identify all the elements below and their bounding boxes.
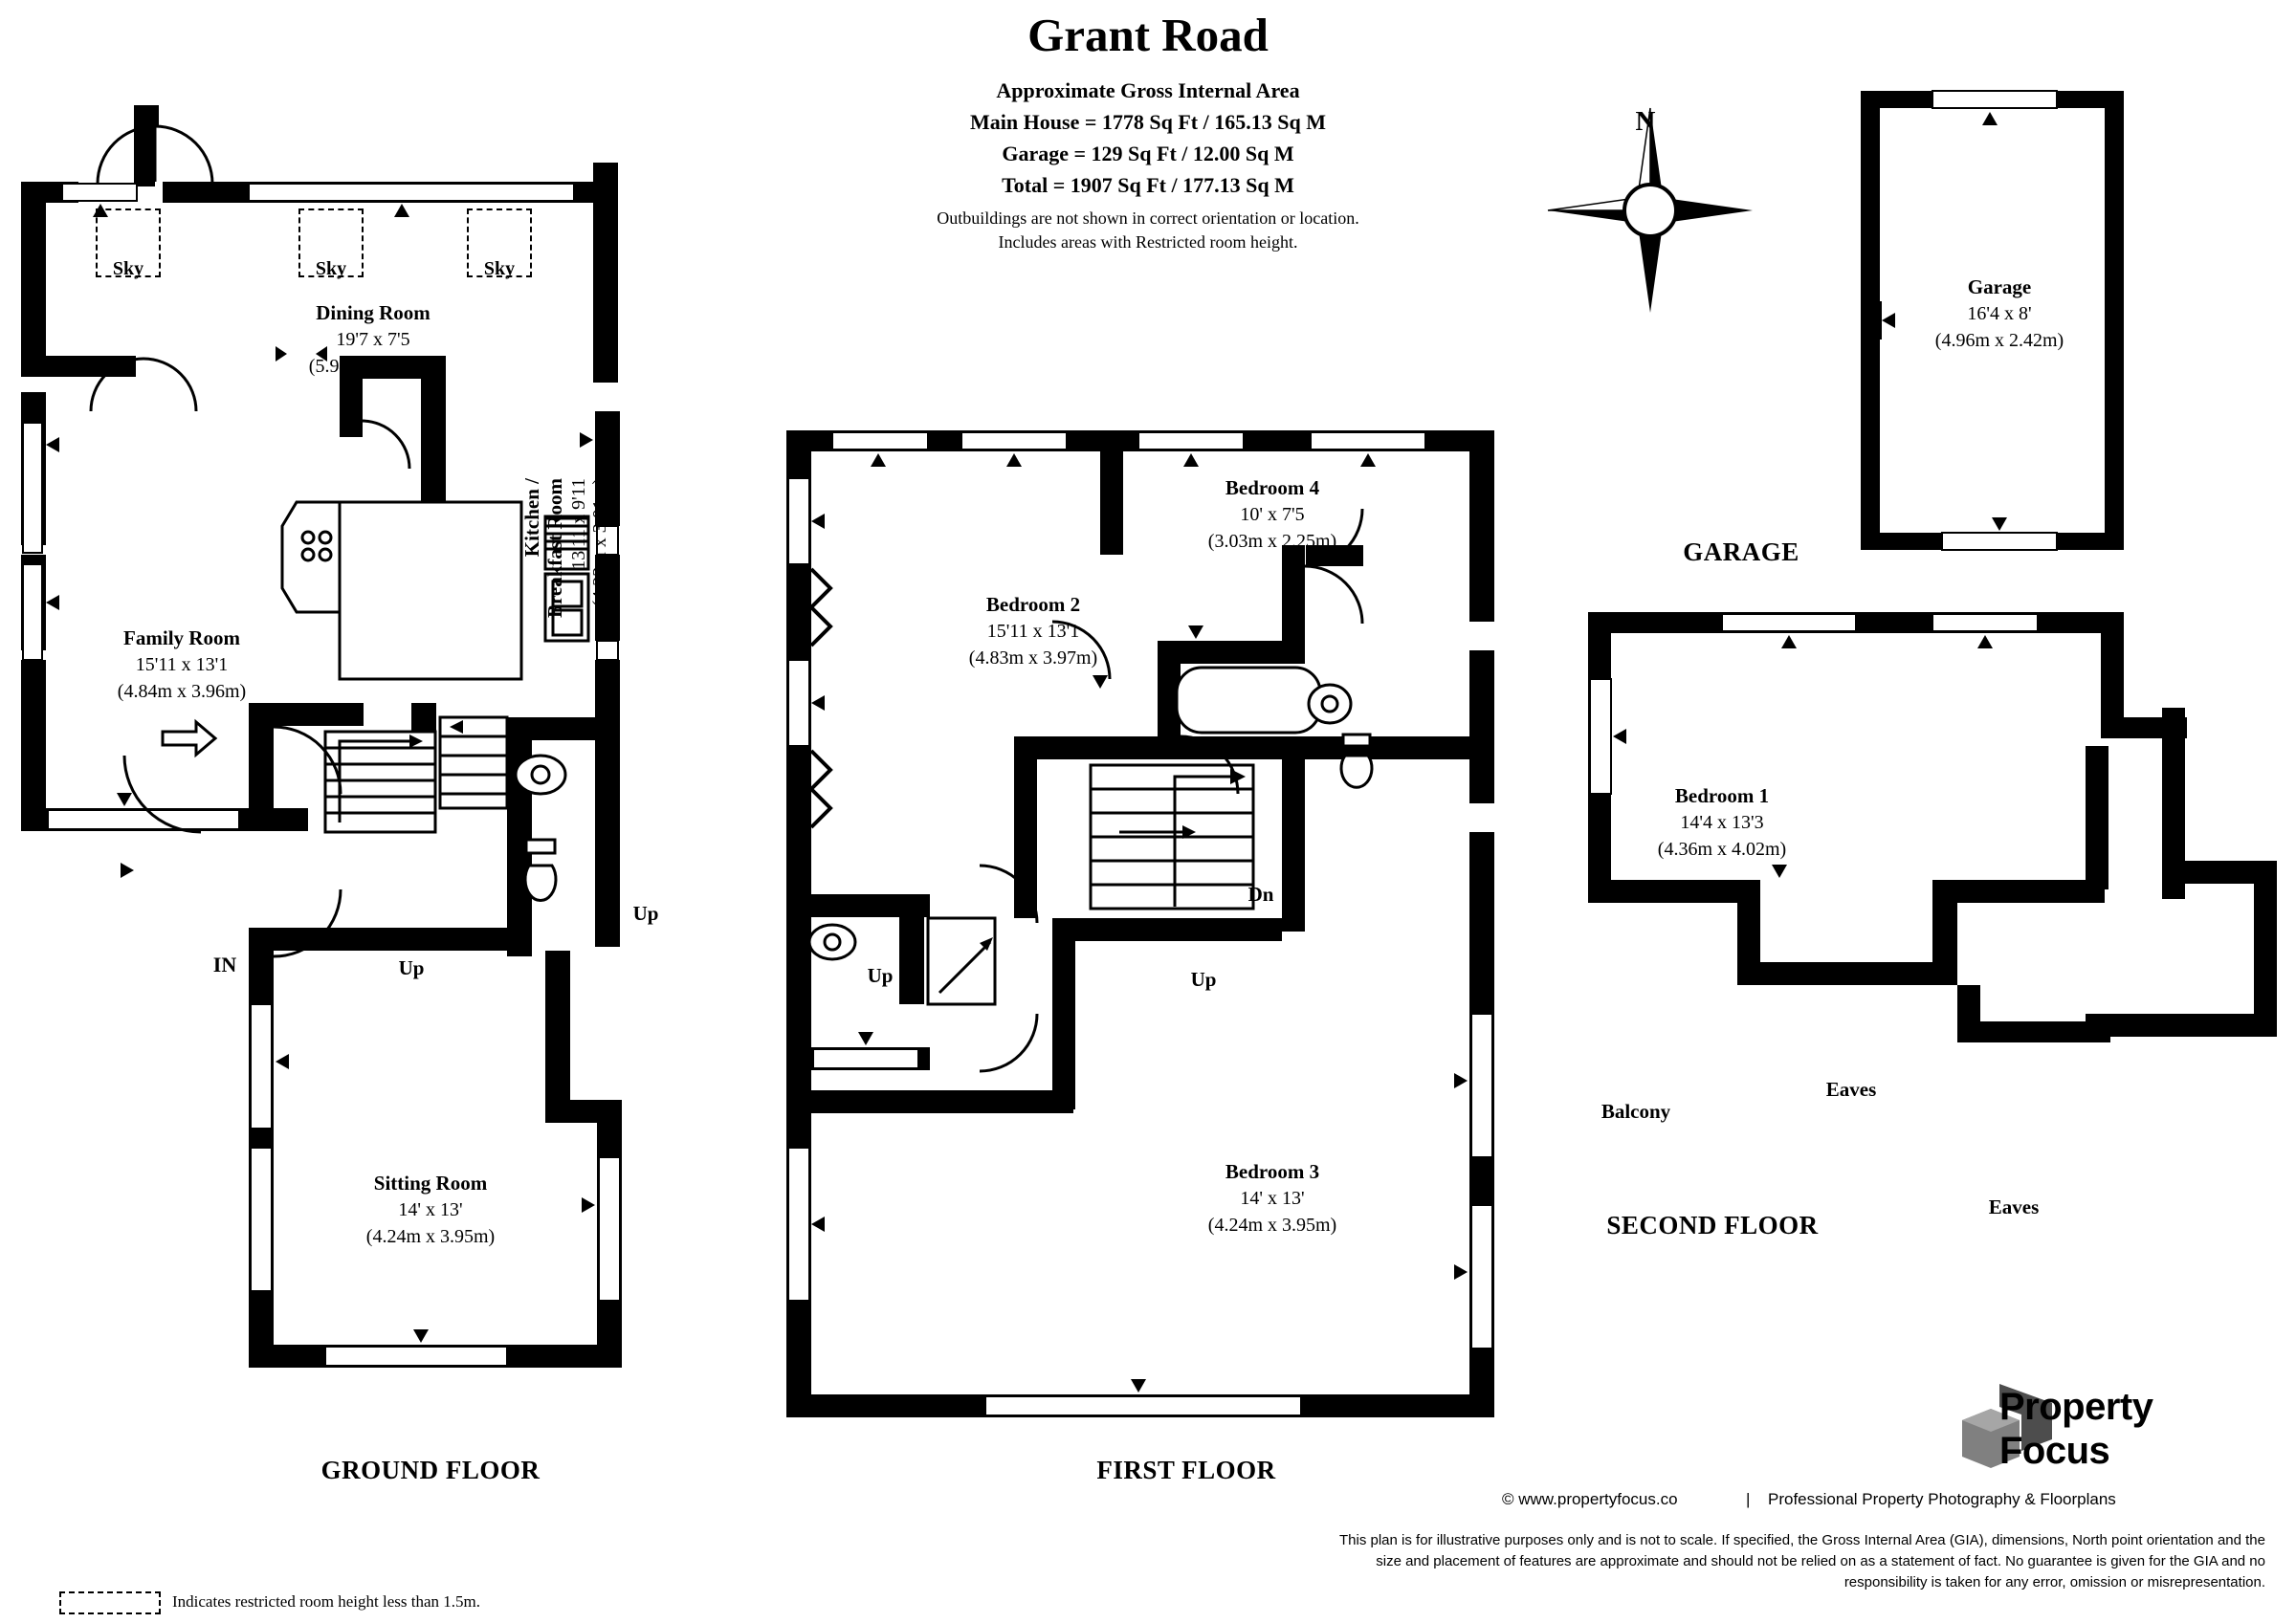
first-up-label-2: Up (1190, 968, 1217, 991)
outbuildings-note: Outbuildings are not shown in correct orientation or location. (937, 208, 1359, 228)
garage-floor-title: GARAGE (1683, 537, 1799, 566)
page-title: Grant Road (1027, 9, 1269, 61)
bedroom1-metric: (4.36m x 4.02m) (1657, 839, 1787, 860)
garage-metric: (4.96m x 2.42m) (1934, 330, 2064, 351)
bedroom4-label: Bedroom 4 (1225, 476, 1320, 499)
area-garage: Garage = 129 Sq Ft / 12.00 Sq M (1002, 142, 1294, 165)
bedroom1-imperial: 14'4 x 13'3 (1680, 812, 1764, 833)
legend-restricted-text: Indicates restricted room height less than 1.5m. (172, 1592, 480, 1611)
bedroom2-imperial: 15'11 x 13'1 (986, 621, 1080, 642)
bedroom3-metric: (4.24m x 3.95m) (1207, 1215, 1337, 1236)
footer-disclaimer: This plan is for illustrative purposes only and is not to scale. If specified, the Gross Internal Area (GIA), dimensions, North point orientation and the size and placement of features are approximate and should not be relied on as a statement of fact. No guarantee is given for the GIA and no responsibility is taken for any error, omission or misrepresentation. (1339, 1532, 2265, 1590)
bedroom2-metric: (4.83m x 3.97m) (968, 647, 1098, 669)
first-dn-label: Dn (1247, 883, 1274, 906)
dining-room-metric: (5.94m x 2.26m) (308, 356, 438, 377)
first-floor-plan (775, 421, 1521, 1444)
kitchen-imperial: 13'11 x 9'11 (568, 478, 589, 570)
kitchen-metric: (4.23m x 3.01m) (589, 478, 610, 607)
area-total: Total = 1907 Sq Ft / 177.13 Sq M (1002, 173, 1294, 197)
first-up-label-1: Up (867, 964, 894, 987)
kitchen-label-group (488, 478, 612, 784)
skylight-label-3: Sky (483, 258, 516, 279)
eaves-label-1: Eaves (1825, 1078, 1877, 1101)
ground-up-label-2: Up (632, 902, 659, 925)
kitchen-room-label: Kitchen / (520, 478, 543, 558)
area-main-house: Main House = 1778 Sq Ft / 165.13 Sq M (970, 110, 1326, 134)
bedroom1-label: Bedroom 1 (1674, 784, 1770, 807)
brand-name-line2: Focus (1999, 1430, 2110, 1472)
bedroom3-imperial: 14' x 13' (1240, 1188, 1305, 1209)
garage-imperial: 16'4 x 8' (1967, 303, 2032, 324)
first-floor-title: FIRST FLOOR (1096, 1456, 1276, 1484)
bedroom2-label: Bedroom 2 (985, 593, 1081, 616)
compass-north-label: N (1635, 106, 1656, 137)
restricted-height-note: Includes areas with Restricted room height. (998, 232, 1298, 252)
ground-floor-title: GROUND FLOOR (320, 1456, 541, 1484)
kitchen-room-label2: Breakfast Room (543, 478, 566, 619)
sitting-room-imperial: 14' x 13' (398, 1199, 463, 1220)
family-room-imperial: 15'11 x 13'1 (135, 654, 229, 675)
second-dn-label: Dn (2000, 883, 2027, 906)
dining-room-imperial: 19'7 x 7'5 (336, 329, 410, 350)
sitting-room-metric: (4.24m x 3.95m) (365, 1226, 496, 1247)
family-room-label: Family Room (123, 626, 240, 649)
entrance-label: IN (212, 953, 237, 976)
legend-swatch (59, 1591, 161, 1614)
family-room-metric: (4.84m x 3.96m) (117, 681, 247, 702)
dining-room-label: Dining Room (316, 301, 430, 324)
sitting-room-label: Sitting Room (373, 1172, 488, 1195)
bedroom3-label: Bedroom 3 (1225, 1160, 1320, 1183)
skylight-label-2: Sky (315, 258, 347, 279)
garage-room-label: Garage (1967, 275, 2032, 298)
footer-separator: | (1746, 1490, 1751, 1508)
eaves-label-2: Eaves (1988, 1195, 2040, 1218)
footer-tagline: Professional Property Photography & Floorplans (1768, 1490, 2116, 1508)
second-floor-title: SECOND FLOOR (1606, 1211, 1819, 1239)
footer-copyright: © www.propertyfocus.co (1502, 1490, 1678, 1508)
skylight-label-1: Sky (112, 258, 144, 279)
balcony-label: Balcony (1601, 1100, 1671, 1123)
bedroom4-metric: (3.03m x 2.25m) (1207, 531, 1337, 552)
area-heading: Approximate Gross Internal Area (996, 78, 1300, 102)
bedroom4-imperial: 10' x 7'5 (1240, 504, 1305, 525)
ground-up-label-1: Up (398, 956, 425, 979)
brand-name-line1: Property (1999, 1386, 2153, 1428)
